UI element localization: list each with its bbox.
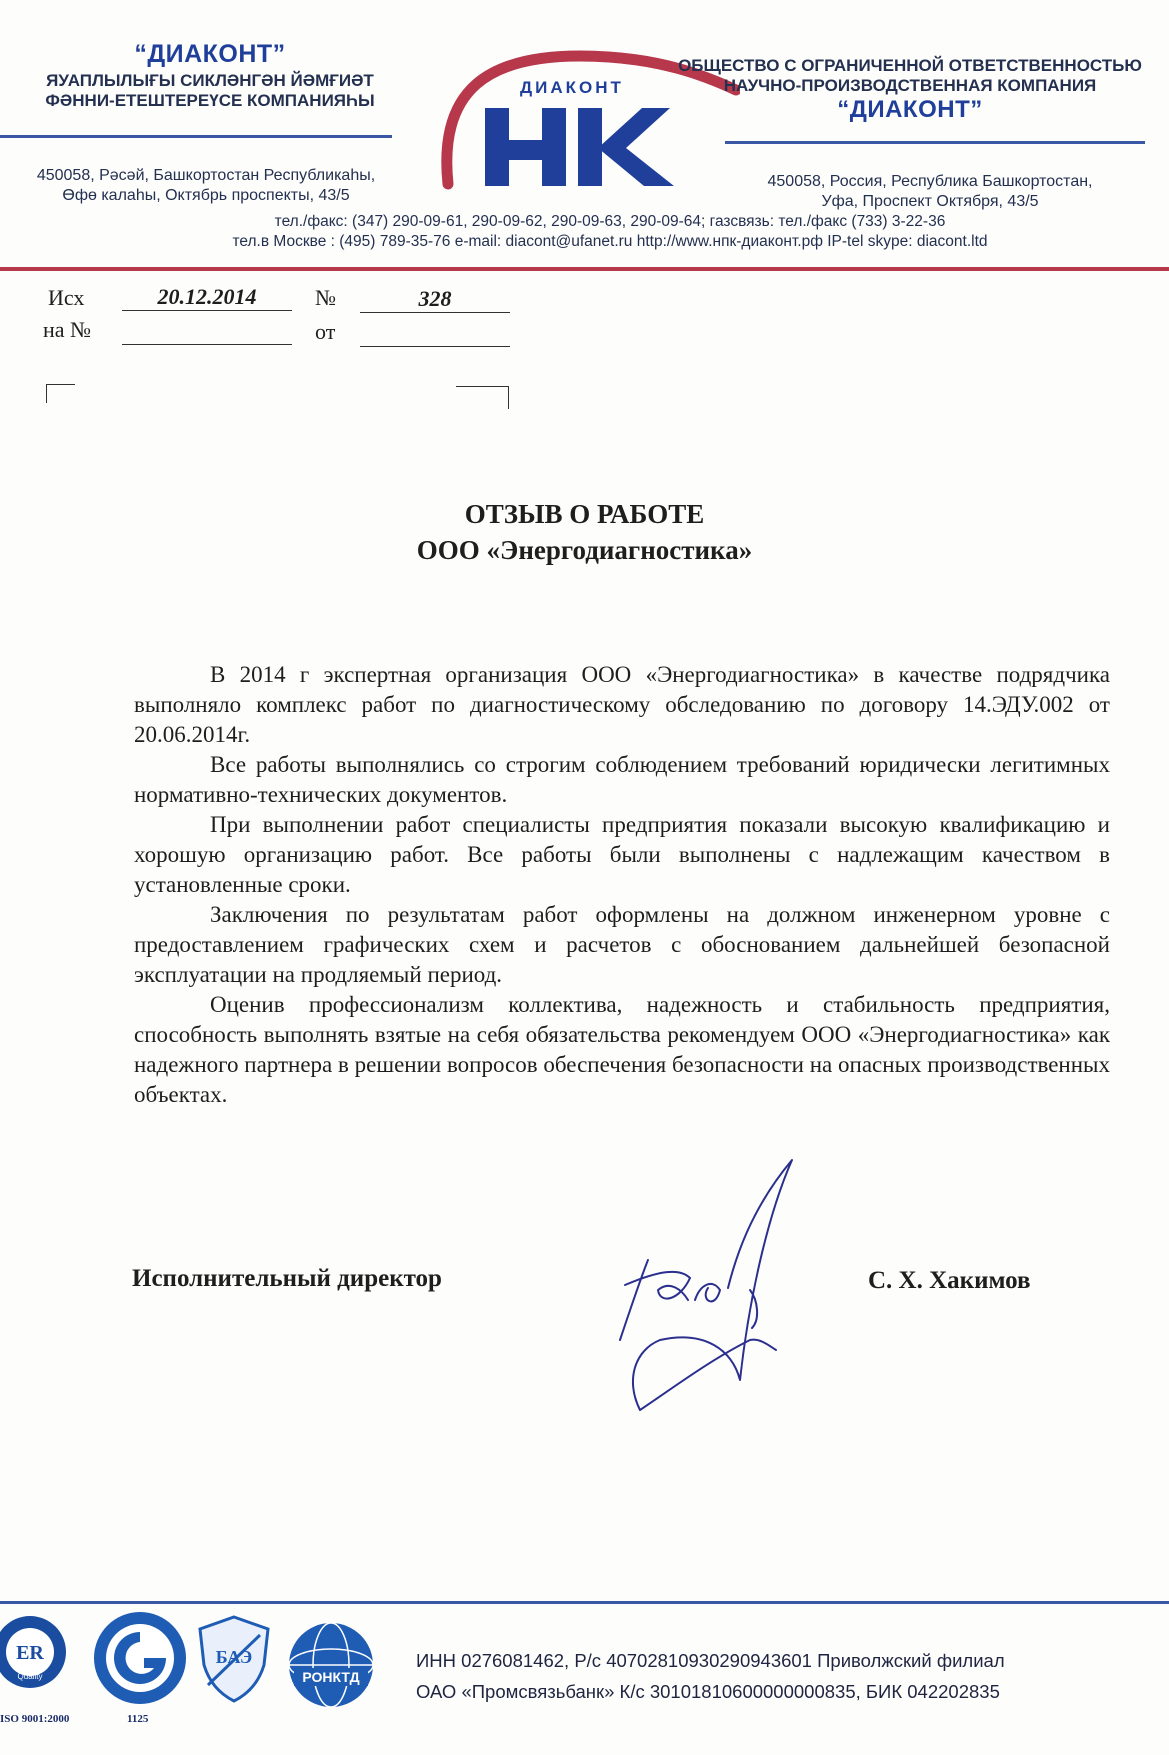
signer-name: С. Х. Хакимов xyxy=(868,1267,1031,1294)
ronktd-letters: РОНКТД xyxy=(302,1669,360,1685)
bae-badge xyxy=(196,1615,272,1708)
body-paragraph: Все работы выполнялись со строгим соблюдением требований юридически легитимных нормативно-технических документов. xyxy=(134,752,1110,807)
brand-name-right: “ДИАКОНТ” xyxy=(837,96,983,123)
in-number-label: на № xyxy=(43,317,92,342)
in-number-field xyxy=(122,320,292,345)
corner-mark-right xyxy=(456,386,509,409)
document-title: ОТЗЫВ О РАБОТЕ xyxy=(464,499,705,529)
letterhead-left xyxy=(0,40,420,111)
cert-er-letters: ER xyxy=(16,1642,44,1664)
out-date: 20.12.2014 xyxy=(122,284,292,311)
address-right-line2: Уфа, Проспект Октября, 43/5 xyxy=(821,193,1039,210)
out-label: Исх xyxy=(48,285,85,310)
from-label: от xyxy=(315,319,336,344)
ronktd-globe-icon xyxy=(286,1620,376,1710)
body-paragraph: Оценив профессионализм коллектива, надежность и стабильность предприятия, способность выполнять взятые на себя обязательства рекомендуем ООО «Энергодиагностика» как надежного партнера в решении вопросов обеспечения безопасности на опасных производственных объектах. xyxy=(134,992,1110,1107)
document-subtitle: ООО «Энергодиагностика» xyxy=(416,535,753,565)
brand-name-left: “ДИАКОНТ” xyxy=(134,40,286,68)
footer-rule xyxy=(0,1601,1169,1604)
company-name-ba-line2: ФӘННИ-ЕТЕШТЕРЕҮСЕ КОМПАНИЯҺЫ xyxy=(45,91,375,110)
bae-letters: БАЭ xyxy=(215,1647,253,1667)
contacts-online: тел.в Москве : (495) 789-35-76 e-mail: diacont@ufanet.ru http://www.нпк-диаконт.рф IP-tel skype: diacont.ltd xyxy=(232,233,988,250)
body-paragraph: При выполнении работ специалисты предприятия показали высокую квалификацию и хорошую организацию работ. Все работы были выполнены с надлежащим качеством в установленные сроки. xyxy=(134,812,1110,897)
requisites-line1: ИНН 0276081462, Р/с 40702810930290943601 Приволжский филиал xyxy=(416,1650,1005,1671)
bank-requisites xyxy=(416,1645,1146,1707)
letter-body xyxy=(134,660,1110,1110)
header-bottom-rule xyxy=(0,267,1169,271)
address-left-line1: 450058, Рәсәй, Башкортостан Республикаһы, xyxy=(36,167,376,184)
gost-cert-caption: 1125 xyxy=(127,1713,149,1725)
out-number: 328 xyxy=(360,286,510,313)
bae-shield-icon xyxy=(196,1615,272,1703)
contacts-block xyxy=(150,212,1070,252)
address-right xyxy=(700,172,1160,212)
iso-cert-caption: ISO 9001:2000 xyxy=(0,1713,70,1725)
address-left xyxy=(6,166,406,206)
body-paragraph: Заключения по результатам работ оформлены на должном инженерном уровне с предоставлением графических схем и расчетов с обоснованием дальнейшей безопасной эксплуатации на продляемый период. xyxy=(134,902,1110,987)
number-sign: № xyxy=(315,285,336,310)
contacts-phones: тел./факс: (347) 290-09-61, 290-09-62, 290-09-63, 290-09-64; газсвязь: тел./факс (733) 3-22-36 xyxy=(274,213,946,230)
header-divider-right xyxy=(725,141,1145,144)
requisites-line2: ОАО «Промсвязьбанк» К/с 30101810600000000835, БИК 042202835 xyxy=(416,1681,1000,1702)
header-divider-left xyxy=(0,135,392,138)
corner-mark-left xyxy=(46,384,75,403)
address-left-line2: Өфө калаһы, Октябрь проспекты, 43/5 xyxy=(62,187,350,204)
gost-cert-icon xyxy=(92,1610,188,1710)
company-name-ru-line2: НАУЧНО-ПРОИЗВОДСТВЕННАЯ КОМПАНИЯ xyxy=(723,76,1097,95)
ronktd-badge xyxy=(286,1620,376,1715)
logo-stroke-3 xyxy=(542,108,566,186)
letterhead-right xyxy=(660,56,1160,124)
address-right-line1: 450058, Россия, Республика Башкортостан, xyxy=(767,173,1093,190)
logo-caption: ДИАКОНТ xyxy=(520,78,624,97)
from-date-field xyxy=(360,322,510,347)
company-name-ru-line1: ОБЩЕСТВО С ОГРАНИЧЕННОЙ ОТВЕТСТВЕННОСТЬЮ xyxy=(678,56,1142,75)
iso-cert-badge xyxy=(0,1615,74,1689)
signature-stroke xyxy=(620,1160,792,1410)
cert-quality-word: Quality xyxy=(17,1672,43,1681)
gost-cert-badge xyxy=(92,1610,188,1715)
company-name-ba-line1: ЯУАПЛЫЛЫҒЫ СИКЛӘНГӘН ЙӘМҒИӘТ xyxy=(46,71,374,90)
signer-role: Исполнительный директор xyxy=(132,1265,442,1292)
iso-cert-icon xyxy=(0,1615,74,1689)
handwritten-signature xyxy=(600,1150,800,1420)
body-paragraph: В 2014 г экспертная организация ООО «Энергодиагностика» в качестве подрядчика выполняло комплекс работ по диагностическому обследованию по договору 14.ЭДУ.002 от 20.06.2014г. xyxy=(134,662,1110,747)
logo-stroke-4 xyxy=(578,108,602,186)
